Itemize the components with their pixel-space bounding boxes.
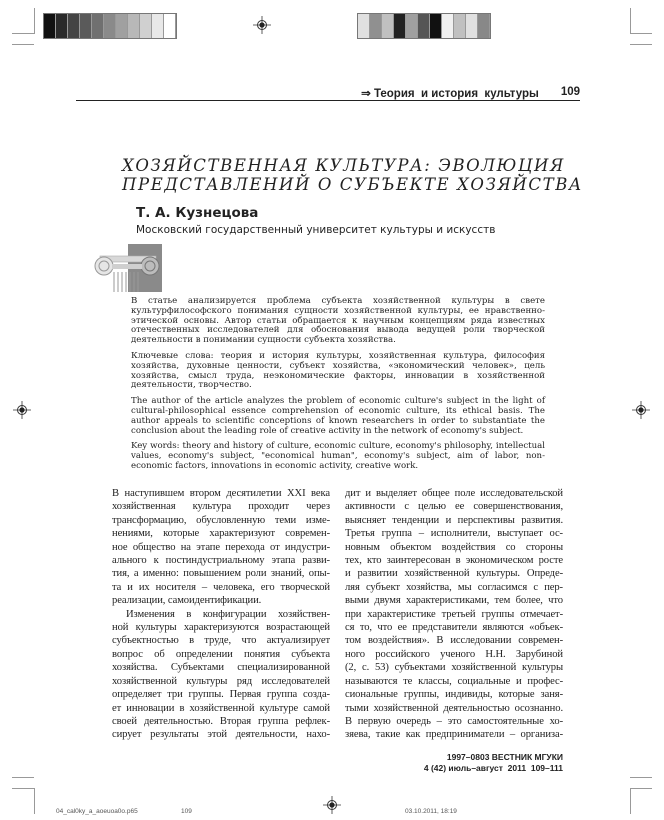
keywords-en: Key words: theory and history of culture, economic culture, economy's philosophy, intellectual values, economy's subject, "economical human", economy's subject, aim of labor, non-economic factors, innovations in economic activity, creative work. bbox=[131, 441, 545, 471]
article-title bbox=[122, 156, 583, 194]
crop-mark bbox=[630, 44, 652, 45]
slug-timestamp: 03.10.2011, 18:19 bbox=[405, 808, 457, 815]
text-line: новным объектом воздействия со стороны bbox=[345, 541, 563, 553]
color-swatch bbox=[164, 14, 176, 38]
color-swatch bbox=[382, 14, 394, 38]
section-title: Теория и история культуры bbox=[373, 88, 539, 100]
body-column-right-wrap bbox=[345, 487, 563, 774]
keywords-ru: Ключевые слова: теория и история культуры, хозяйственная культура, философия хозяйства, духовные ценности, субъект хозяйства, «экономический человек», цель хозяйства, смысл труда, неэкономические факторы, инновации в хозяйственной деятельности, творчество. bbox=[131, 350, 545, 391]
text-line: тия, а именно: повышением роли знаний, опы- bbox=[112, 568, 330, 580]
color-swatch bbox=[394, 14, 406, 38]
text-line: ляя субъект хозяйства, мы согласимся с пер- bbox=[345, 581, 563, 593]
color-swatch bbox=[418, 14, 430, 38]
slug-filename: 04_cal0ky_a_aoeuoa0o.p65 bbox=[56, 808, 138, 815]
author-affiliation: Московский государственный университет культуры и искусств bbox=[136, 224, 496, 236]
crop-mark bbox=[630, 33, 652, 34]
text-line: хозяйства. Субъектами специализированной bbox=[112, 662, 330, 674]
crop-mark bbox=[12, 777, 34, 778]
text-line: дит и выделяет общее поле исследовательской bbox=[345, 488, 563, 499]
color-swatch bbox=[68, 14, 80, 38]
registration-mark-icon bbox=[253, 16, 271, 34]
text-line: своей деятельностью. Вторая группа рефлек- bbox=[112, 715, 330, 727]
text-line: В наступившем втором десятилетии XXI века bbox=[112, 488, 330, 499]
text-line: (2, с. 53) субъектами хозяйственной культуры bbox=[345, 662, 563, 674]
crop-mark bbox=[630, 788, 652, 789]
crop-mark bbox=[630, 788, 631, 814]
title-line: ПРЕДСТАВЛЕНИЙ О СУБЪЕКТЕ ХОЗЯЙСТВА bbox=[122, 175, 584, 194]
text-line: сирует результаты этой деятельности, нахо- bbox=[112, 729, 330, 741]
text-line: Изменения в конфигурации хозяйствен- bbox=[126, 608, 330, 620]
header-rule bbox=[76, 100, 580, 101]
color-swatch bbox=[128, 14, 140, 38]
color-swatch bbox=[430, 14, 442, 38]
text-line: хозяйственная культура проходит через bbox=[112, 501, 330, 513]
crop-mark bbox=[12, 33, 34, 34]
color-swatch bbox=[104, 14, 116, 38]
text-line: субъектностью в труде, что актуализирует bbox=[112, 635, 330, 647]
crop-mark bbox=[630, 8, 631, 34]
color-swatch bbox=[478, 14, 490, 38]
color-swatch bbox=[80, 14, 92, 38]
registration-mark-icon bbox=[323, 796, 341, 814]
body-column-right bbox=[345, 487, 563, 742]
color-swatch bbox=[406, 14, 418, 38]
crop-mark bbox=[630, 777, 652, 778]
abstract-en: The author of the article analyzes the problem of economic culture's subject in the light of cultural-philosophical essence comprehension of economic culture, its ethical basis. The author appeals to scientific conceptions of known researchers in order to substantiate the conclusion about the leading role of creative activity in the network of economy's subject. bbox=[131, 396, 545, 436]
text-line: определяет три группы. Первая группа созда- bbox=[112, 689, 330, 701]
text-line: тех, кто заинтересован в экономическом росте bbox=[345, 555, 563, 567]
abstract-block bbox=[131, 297, 545, 478]
page-number: 109 bbox=[560, 86, 580, 98]
text-line: том воздействия». В исследовании современ- bbox=[345, 635, 563, 647]
text-line: реализации, самоидентификации. bbox=[112, 595, 262, 607]
color-swatch bbox=[152, 14, 164, 38]
color-swatch bbox=[466, 14, 478, 38]
color-swatch bbox=[454, 14, 466, 38]
running-header bbox=[361, 86, 580, 100]
text-line: Третья группа – исполнители, выступает ос- bbox=[345, 528, 563, 540]
text-line: ного российского ученого Н.Н. Зарубиной bbox=[345, 648, 563, 660]
text-line: нениями, которые характеризуют современ- bbox=[112, 528, 330, 540]
crop-mark bbox=[34, 788, 35, 814]
text-line: сиональные группы, индивиды, которые заня- bbox=[345, 689, 563, 701]
color-swatch bbox=[370, 14, 382, 38]
journal-issue: 4 (42) июль–август 2011 109–111 bbox=[423, 762, 563, 773]
text-line: ной культуры характеризуются возрастающей bbox=[112, 622, 330, 634]
body-column-left bbox=[112, 487, 330, 742]
text-line: вопрос об определении понятия субъекта bbox=[112, 648, 330, 660]
crop-mark bbox=[12, 44, 34, 45]
color-swatch bbox=[358, 14, 370, 38]
color-swatch bbox=[442, 14, 454, 38]
author-name: Т. А. Кузнецова bbox=[136, 205, 259, 221]
color-calibration-bar-right bbox=[357, 13, 491, 39]
registration-mark-icon bbox=[632, 401, 650, 419]
color-swatch bbox=[44, 14, 56, 38]
running-header-section bbox=[361, 86, 539, 100]
text-line: зяева, такие как предприниматели – организа- bbox=[345, 729, 563, 741]
text-line: активности с целью ее совершенствования, bbox=[345, 501, 563, 513]
text-line: та и их носителя – человека, его творческой bbox=[112, 581, 330, 593]
text-line: при характеристике третьей группы отмечает- bbox=[345, 608, 563, 620]
color-swatch bbox=[92, 14, 104, 38]
text-line: и развитии хозяйственной культуры. Опреде- bbox=[345, 568, 563, 580]
title-line: ХОЗЯЙСТВЕННАЯ КУЛЬТУРА: ЭВОЛЮЦИЯ bbox=[122, 156, 565, 175]
text-line: тыми хозяйственной деятельностью осознанно. bbox=[345, 702, 563, 714]
text-line: ального к постиндустриальному этапа разви- bbox=[112, 555, 330, 567]
registration-mark-icon bbox=[13, 401, 31, 419]
journal-footer bbox=[345, 752, 563, 774]
text-line: выми двумя характеристиками, тем более, что bbox=[345, 595, 563, 607]
crop-mark bbox=[12, 788, 34, 789]
color-calibration-bar-left bbox=[43, 13, 177, 39]
ionic-column-logo-icon bbox=[92, 244, 164, 292]
slug-page: 109 bbox=[181, 808, 192, 815]
color-swatch bbox=[116, 14, 128, 38]
text-line: ся то, что ее представители являются «объек- bbox=[345, 622, 563, 634]
text-line: трансформацию, обусловленную теми изме- bbox=[112, 514, 330, 526]
color-swatch bbox=[140, 14, 152, 38]
text-line: ет инновации в хозяйственной культуре самой bbox=[112, 702, 330, 714]
text-line: хозяйственной культуры ряд исследователей bbox=[112, 675, 330, 687]
text-line: выясняет тенденции и перспективы развития. bbox=[345, 514, 563, 526]
text-line: ное общество на этапе перехода от индустри- bbox=[112, 541, 330, 553]
journal-issn: 1997–0803 ВЕСТНИК МГУКИ bbox=[446, 751, 563, 762]
abstract-ru: В статье анализируется проблема субъекта хозяйственной культуры в свете культурфилософского понимания сущности хозяйственной культуры, ее нравственно-этической основы. Автор статьи обращается к научным концепциям ряда известных отечественных исследователей для обоснования вывода ведущей роли творческой деятельности в понимании сущности субъекта хозяйства. bbox=[131, 296, 545, 346]
text-line: называются те классы, социальные и профес- bbox=[345, 675, 563, 687]
crop-mark bbox=[34, 8, 35, 34]
text-line: В первую очередь – это самостоятельные хо- bbox=[345, 715, 563, 727]
color-swatch bbox=[56, 14, 68, 38]
arrow-icon: ⇒ bbox=[361, 88, 371, 100]
